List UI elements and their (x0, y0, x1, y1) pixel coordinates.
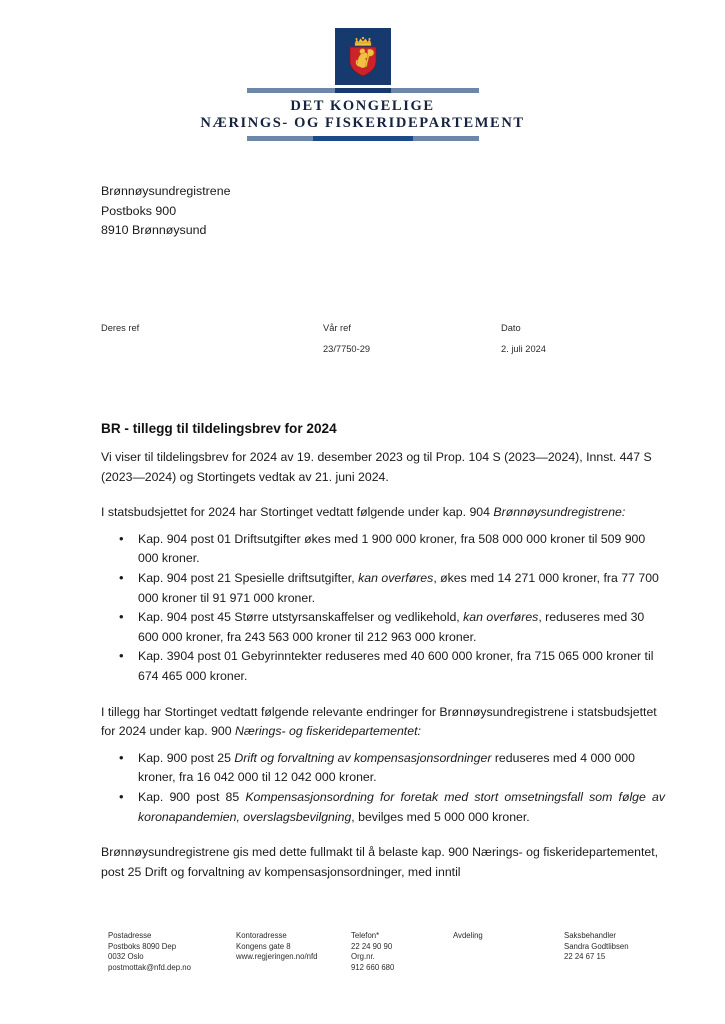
letter-body (101, 448, 665, 898)
list-item (101, 647, 665, 686)
deres-ref-label: Deres ref (101, 323, 140, 333)
recipient-line-3: 8910 Brønnøysund (101, 223, 207, 237)
footer-line: Postboks 8090 Dep (108, 941, 177, 951)
dato-value: 2. juli 2024 (501, 344, 546, 354)
department-line-2: NÆRINGS- OG FISKERIDEPARTEMENT (200, 115, 525, 131)
paragraph-kap-900 (101, 703, 665, 742)
bullet-text-post: , økes med 14 271 000 kroner, fra 77 700 000 kroner til 91 971 000 kroner. (138, 570, 659, 605)
footer-heading: Postadresse (108, 931, 152, 940)
var-ref-column (323, 322, 370, 356)
footer-line: 0032 Oslo (108, 952, 144, 962)
letter-content (101, 182, 665, 879)
bullet-text-pre: Kap. 900 post 25 (138, 750, 235, 765)
department-name (200, 98, 524, 132)
footer-column-avdeling (453, 931, 483, 942)
footer-email[interactable]: postmottak@nfd.dep.no (108, 962, 191, 972)
letterhead (0, 0, 725, 141)
recipient-address (101, 182, 665, 241)
footer-column-kontoradresse (236, 931, 317, 963)
paragraph-kap-904 (101, 503, 665, 523)
list-item (101, 608, 665, 647)
bullet-list-kap-904 (101, 530, 665, 687)
bullet-text-post: reduseres med 4 000 000 kroner, fra 16 042 000 til 12 042 000 kroner. (138, 750, 635, 785)
bullet-list-kap-900 (101, 749, 665, 827)
dato-column (501, 322, 546, 356)
bullet-text-pre: Kap. 904 post 01 Driftsutgifter økes med 1 900 000 kroner, fra 508 000 000 kroner til 509 900 000 kroner. (138, 531, 646, 566)
bullet-text-post: , reduseres med 30 600 000 kroner, fra 243 563 000 kroner til 212 963 000 kroner. (138, 610, 645, 644)
footer-line: Org.nr. (351, 952, 375, 962)
coat-of-arms-icon (335, 28, 391, 85)
intro-paragraph: Vi viser til tildelingsbrev for 2024 av 19. desember 2023 og til Prop. 104 S (2023—2024), Innst. 447 S (2023—2024) og Stortingets vedtak av 21. juni 2024. (101, 450, 652, 484)
footer-line: 22 24 90 90 (351, 941, 393, 951)
footer-heading: Saksbehandler (564, 931, 617, 940)
recipient-line-2: Postboks 900 (101, 203, 177, 218)
bullet-text-pre: Kap. 904 post 45 Større utstyrsanskaffelser og vedlikehold, (138, 610, 464, 625)
footer-line: Kongens gate 8 (236, 941, 291, 951)
footer-column-telefon (351, 931, 394, 973)
department-line-1: DET KONGELIGE (290, 98, 435, 114)
letter-title: BR - tillegg til tildelingsbrev for 2024 (101, 421, 337, 436)
bullet-text-pre: Kap. 900 post 85 (138, 789, 246, 804)
bullet-text-italic: Drift og forvaltning av kompensasjonsordninger (234, 750, 492, 765)
closing-paragraph: Brønnøysundregistrene gis med dette fullmakt til å belaste kap. 900 Nærings- og fiskeridepartementet, post 25 Drift og forvaltning av kompensasjonsordninger, med inntil (101, 845, 659, 879)
bullet-text-pre: Kap. 904 post 21 Spesielle driftsutgifter, (138, 570, 359, 585)
bullet-text-post: , bevilges med 5 000 000 kroner. (351, 809, 530, 824)
footer-caseworker-name: Sandra Godtlibsen (564, 941, 629, 951)
deres-ref-column (101, 322, 139, 343)
var-ref-value: 23/7750-29 (323, 344, 371, 354)
footer-column-saksbehandler (564, 931, 629, 963)
bullet-text-pre: Kap. 3904 post 01 Gebyrinntekter reduseres med 40 600 000 kroner, fra 715 065 000 kroner til 674 465 000 kroner. (138, 649, 654, 683)
footer-column-postadresse (108, 931, 191, 973)
paragraph-kap-904-italic: Brønnøysundregistrene: (493, 505, 626, 520)
bullet-text-italic: kan overføres (358, 570, 434, 585)
letterhead-rule-top (247, 88, 479, 93)
recipient-line-1: Brønnøysundregistrene (101, 184, 231, 198)
footer-website-link[interactable]: www.regjeringen.no/nfd (236, 952, 318, 962)
var-ref-label: Vår ref (323, 323, 351, 333)
footer-heading: Avdeling (453, 931, 483, 940)
paragraph-kap-904-text: I statsbudsjettet for 2024 har Stortinget vedtatt følgende under kap. 904 (101, 505, 494, 520)
dato-label: Dato (501, 323, 521, 333)
list-item (101, 749, 665, 788)
footer-heading: Kontoradresse (236, 931, 287, 940)
footer-heading: Telefon* (351, 931, 380, 940)
list-item (101, 569, 665, 608)
bullet-text-italic: kan overføres (463, 610, 539, 625)
bullet-text-italic: Kompensasjonsordning for foretak med stort omsetningsfall som følge av koronapandemien, overslagsbevilgning (138, 789, 665, 824)
list-item (101, 530, 665, 569)
footer-caseworker-phone: 22 24 67 15 (564, 952, 606, 962)
footer-line: 912 660 680 (351, 962, 395, 972)
paragraph-kap-900-text: I tillegg har Stortinget vedtatt følgende relevante endringer for Brønnøysundregistrene i statsbudsjettet for 2024 under kap. 900 (101, 704, 657, 739)
letterhead-rule-bottom (247, 136, 479, 141)
list-item (101, 788, 665, 827)
paragraph-kap-900-italic: Nærings- og fiskeridepartementet: (235, 724, 421, 739)
